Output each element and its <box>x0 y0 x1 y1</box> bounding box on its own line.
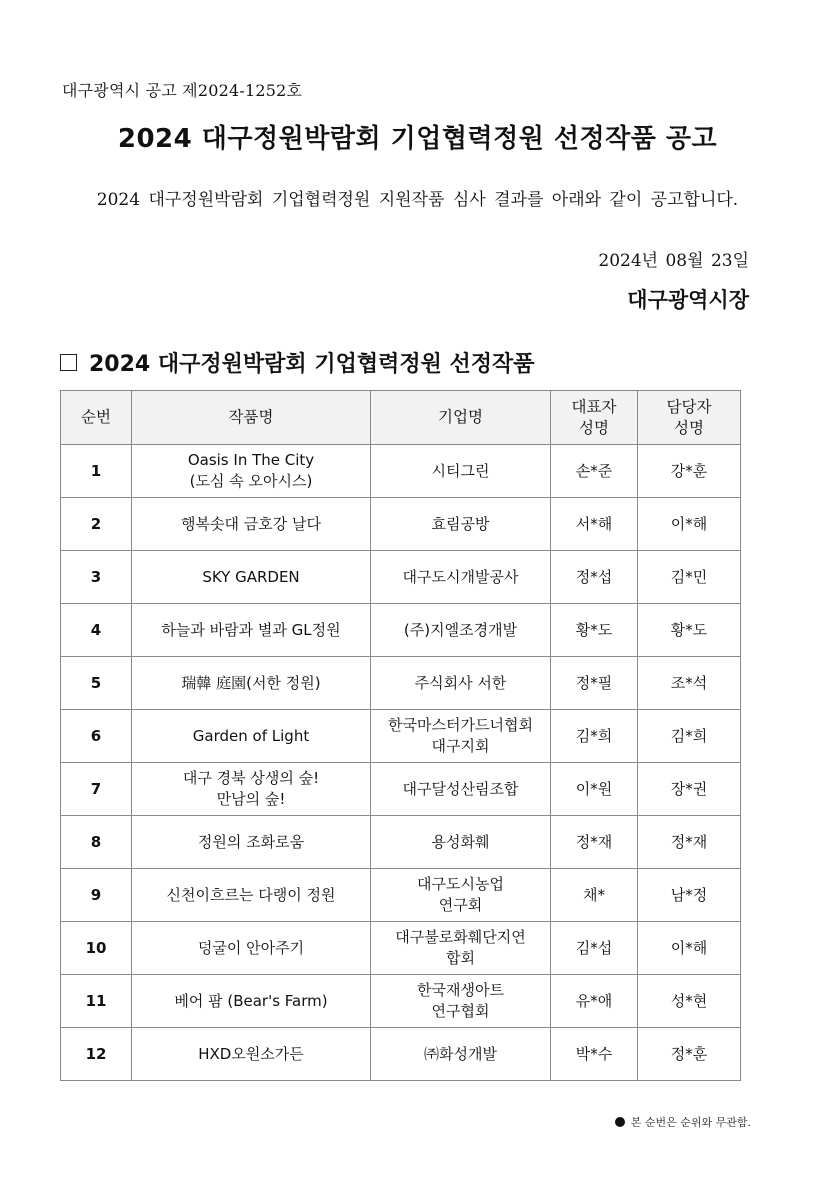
header-company: 기업명 <box>371 391 551 445</box>
cell-no: 4 <box>61 604 132 657</box>
selection-table <box>60 390 741 1081</box>
cell-work <box>132 551 371 604</box>
cell-no: 6 <box>61 710 132 763</box>
header-work: 작품명 <box>132 391 371 445</box>
cell-representative: 김*섭 <box>551 922 638 975</box>
company-name-line: 주식회사 서한 <box>414 673 507 692</box>
cell-work <box>132 975 371 1028</box>
company-name-line: 한국마스터가드너협회 <box>388 716 533 734</box>
work-title-line: 행복솟대 금호강 날다 <box>181 514 321 533</box>
table-row <box>61 869 741 922</box>
work-title-line: Oasis In The City <box>187 451 315 469</box>
cell-work <box>132 763 371 816</box>
header-mgr-line2: 성명 <box>674 418 704 437</box>
footnote-text: 본 순번은 순위와 무관함. <box>630 1116 751 1129</box>
company-name-line: 시티그린 <box>431 461 490 480</box>
work-title-line: 만남의 숲! <box>216 790 286 808</box>
cell-no: 2 <box>61 498 132 551</box>
cell-work <box>132 657 371 710</box>
square-bullet-icon <box>60 354 77 371</box>
cell-representative: 정*섭 <box>551 551 638 604</box>
table-row <box>61 922 741 975</box>
cell-manager: 조*석 <box>638 657 741 710</box>
cell-manager: 정*훈 <box>638 1028 741 1081</box>
company-name-line: 대구달성산림조합 <box>402 779 519 798</box>
cell-company <box>371 922 551 975</box>
table-row <box>61 763 741 816</box>
cell-company <box>371 869 551 922</box>
table-row <box>61 445 741 498</box>
company-name-line: 한국재생아트 <box>417 981 504 999</box>
table-body <box>61 445 741 1081</box>
header-rep-line1: 대표자 <box>571 397 617 416</box>
cell-representative: 정*필 <box>551 657 638 710</box>
work-title-line: 신천이흐르는 다랭이 정원 <box>166 885 336 904</box>
cell-manager: 강*훈 <box>638 445 741 498</box>
work-title-line: 정원의 조화로움 <box>197 832 305 851</box>
cell-no: 1 <box>61 445 132 498</box>
cell-work <box>132 604 371 657</box>
company-name-line: 대구지회 <box>431 737 490 755</box>
cell-work <box>132 710 371 763</box>
announcement-date: 2024년 08월 23일 <box>598 251 749 271</box>
cell-representative: 이*원 <box>551 763 638 816</box>
cell-manager: 남*정 <box>638 869 741 922</box>
work-title-line: 덩굴이 안아주기 <box>197 938 305 957</box>
company-name-line: 대구도시개발공사 <box>402 567 519 586</box>
work-title-line: 瑞韓 庭園(서한 정원) <box>181 673 321 692</box>
cell-no: 12 <box>61 1028 132 1081</box>
cell-company <box>371 816 551 869</box>
cell-work <box>132 445 371 498</box>
cell-no: 3 <box>61 551 132 604</box>
cell-company <box>371 551 551 604</box>
table-row <box>61 1028 741 1081</box>
cell-manager: 김*민 <box>638 551 741 604</box>
company-name-line: 효림공방 <box>431 514 490 533</box>
table-row <box>61 657 741 710</box>
table-header-row <box>61 391 741 445</box>
company-name-line: 대구도시농업 <box>417 875 504 893</box>
cell-manager: 황*도 <box>638 604 741 657</box>
cell-manager: 정*재 <box>638 816 741 869</box>
company-name-line: 연구협회 <box>431 1002 490 1020</box>
bullet-icon <box>615 1117 625 1127</box>
cell-manager: 이*해 <box>638 922 741 975</box>
notice-number: 대구광역시 공고 제2024-1252호 <box>62 81 303 100</box>
cell-manager: 김*희 <box>638 710 741 763</box>
cell-company <box>371 763 551 816</box>
cell-work <box>132 1028 371 1081</box>
cell-company <box>371 975 551 1028</box>
table-row <box>61 710 741 763</box>
page-title: 2024 대구정원박람회 기업협력정원 선정작품 공고 <box>117 124 718 154</box>
cell-manager: 성*현 <box>638 975 741 1028</box>
cell-representative: 황*도 <box>551 604 638 657</box>
section-heading <box>60 347 535 378</box>
cell-company <box>371 710 551 763</box>
cell-work <box>132 922 371 975</box>
work-title-line: (도심 속 오아시스) <box>189 472 313 490</box>
company-name-line: 대구불로화훼단지연 <box>395 928 526 946</box>
cell-no: 11 <box>61 975 132 1028</box>
work-title-line: Garden of Light <box>192 726 310 745</box>
cell-manager: 장*권 <box>638 763 741 816</box>
issuer-name: 대구광역시장 <box>627 288 749 312</box>
cell-representative: 손*준 <box>551 445 638 498</box>
cell-representative: 정*재 <box>551 816 638 869</box>
work-title-line: SKY GARDEN <box>202 567 300 586</box>
cell-company <box>371 604 551 657</box>
cell-company <box>371 1028 551 1081</box>
cell-company <box>371 445 551 498</box>
cell-representative: 서*해 <box>551 498 638 551</box>
cell-representative: 김*희 <box>551 710 638 763</box>
company-name-line: ㈜화성개발 <box>424 1044 497 1063</box>
cell-no: 5 <box>61 657 132 710</box>
cell-work <box>132 498 371 551</box>
cell-work <box>132 869 371 922</box>
work-title-line: 대구 경북 상생의 숲! <box>182 769 320 787</box>
intro-text: 2024 대구정원박람회 기업협력정원 지원작품 심사 결과를 아래와 같이 공고합니다. <box>96 190 739 210</box>
cell-representative: 유*애 <box>551 975 638 1028</box>
cell-representative: 채* <box>551 869 638 922</box>
cell-manager: 이*해 <box>638 498 741 551</box>
header-rep-line2: 성명 <box>579 418 609 437</box>
header-representative <box>551 391 638 445</box>
header-mgr-line1: 담당자 <box>666 397 712 416</box>
work-title-line: 베어 팜 (Bear's Farm) <box>174 991 328 1010</box>
cell-no: 9 <box>61 869 132 922</box>
header-manager <box>638 391 741 445</box>
table-row <box>61 498 741 551</box>
table-row <box>61 975 741 1028</box>
company-name-line: 연구회 <box>438 896 483 914</box>
table-row <box>61 816 741 869</box>
header-no: 순번 <box>61 391 132 445</box>
company-name-line: 용성화훼 <box>431 832 490 851</box>
work-title-line: HXD오원소가든 <box>198 1044 304 1063</box>
cell-work <box>132 816 371 869</box>
cell-no: 7 <box>61 763 132 816</box>
cell-no: 10 <box>61 922 132 975</box>
table-row <box>61 551 741 604</box>
work-title-line: 하늘과 바람과 별과 GL정원 <box>161 620 341 639</box>
cell-company <box>371 657 551 710</box>
footnote <box>615 1114 751 1130</box>
cell-representative: 박*수 <box>551 1028 638 1081</box>
company-name-line: (주)지엘조경개발 <box>403 620 518 639</box>
company-name-line: 합회 <box>446 949 475 967</box>
table-row <box>61 604 741 657</box>
cell-no: 8 <box>61 816 132 869</box>
cell-company <box>371 498 551 551</box>
section-title-text: 2024 대구정원박람회 기업협력정원 선정작품 <box>89 352 535 377</box>
